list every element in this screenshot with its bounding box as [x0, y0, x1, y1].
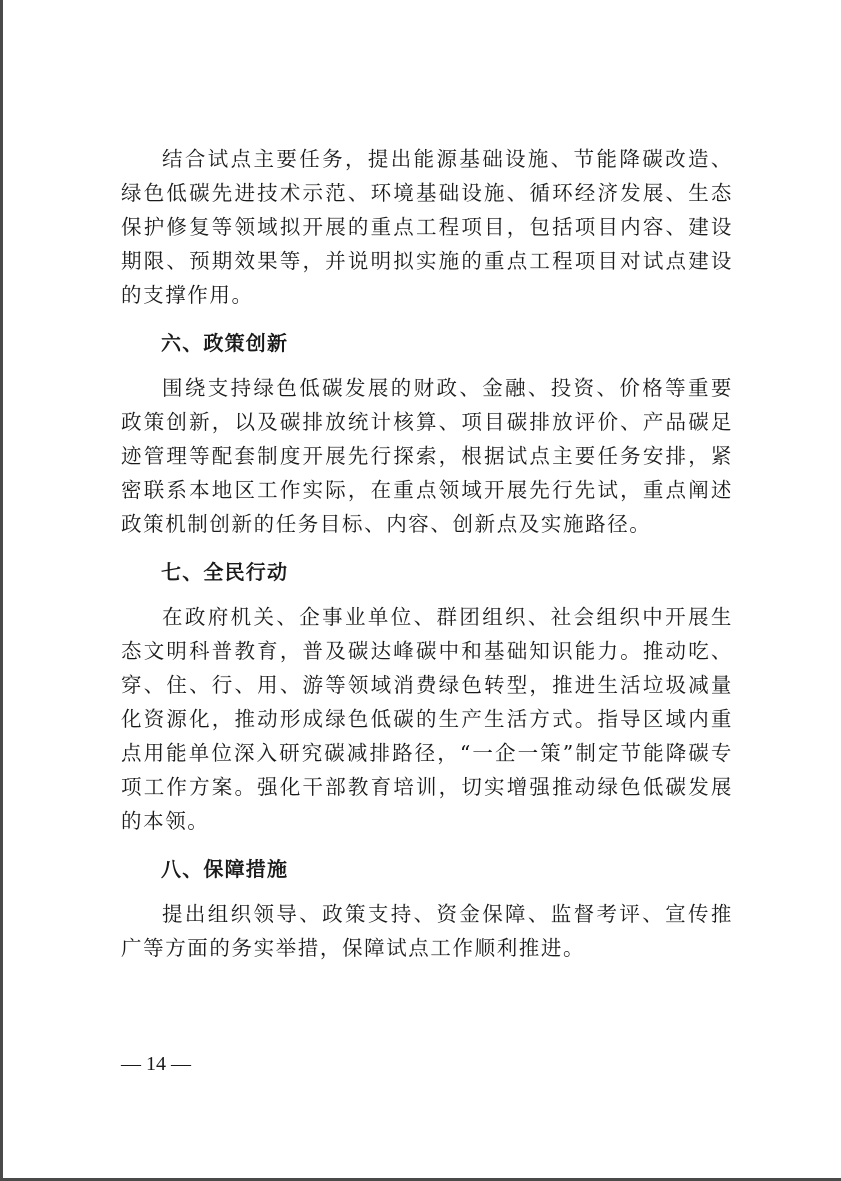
page-number: — 14 —: [121, 1053, 191, 1075]
heading-safeguard-measures: 八、保障措施: [161, 857, 289, 881]
document-body: [121, 142, 733, 965]
heading-policy-innovation: 六、政策创新: [161, 331, 289, 355]
paragraph-public-action: 在政府机关、企事业单位、群团组织、社会组织中开展生态文明科普教育，普及碳达峰碳中和基础知识能力。推动吃、穿、住、行、用、游等领域消费绿色转型，推进生活垃圾减量化资源化，推动形成绿色低碳的生产生活方式。指导区域内重点用能单位深入研究碳减排路径，“一企一策”制定节能降碳专项工作方案。强化干部教育培训，切实增强推动绿色低碳发展的本领。: [121, 605, 733, 833]
heading-public-action: 七、全民行动: [161, 560, 289, 584]
paragraph-key-projects: 结合试点主要任务，提出能源基础设施、节能降碳改造、绿色低碳先进技术示范、环境基础设施、循环经济发展、生态保护修复等领域拟开展的重点工程项目，包括项目内容、建设期限、预期效果等，并说明拟实施的重点工程项目对试点建设的支撑作用。: [121, 147, 733, 307]
paragraph-policy-innovation: 围绕支持绿色低碳发展的财政、金融、投资、价格等重要政策创新，以及碳排放统计核算、项目碳排放评价、产品碳足迹管理等配套制度开展先行探索，根据试点主要任务安排，紧密联系本地区工作实际，在重点领域开展先行先试，重点阐述政策机制创新的任务目标、内容、创新点及实施路径。: [121, 376, 733, 536]
paragraph-safeguard-measures: 提出组织领导、政策支持、资金保障、监督考评、宣传推广等方面的务实举措，保障试点工作顺利推进。: [121, 902, 733, 960]
